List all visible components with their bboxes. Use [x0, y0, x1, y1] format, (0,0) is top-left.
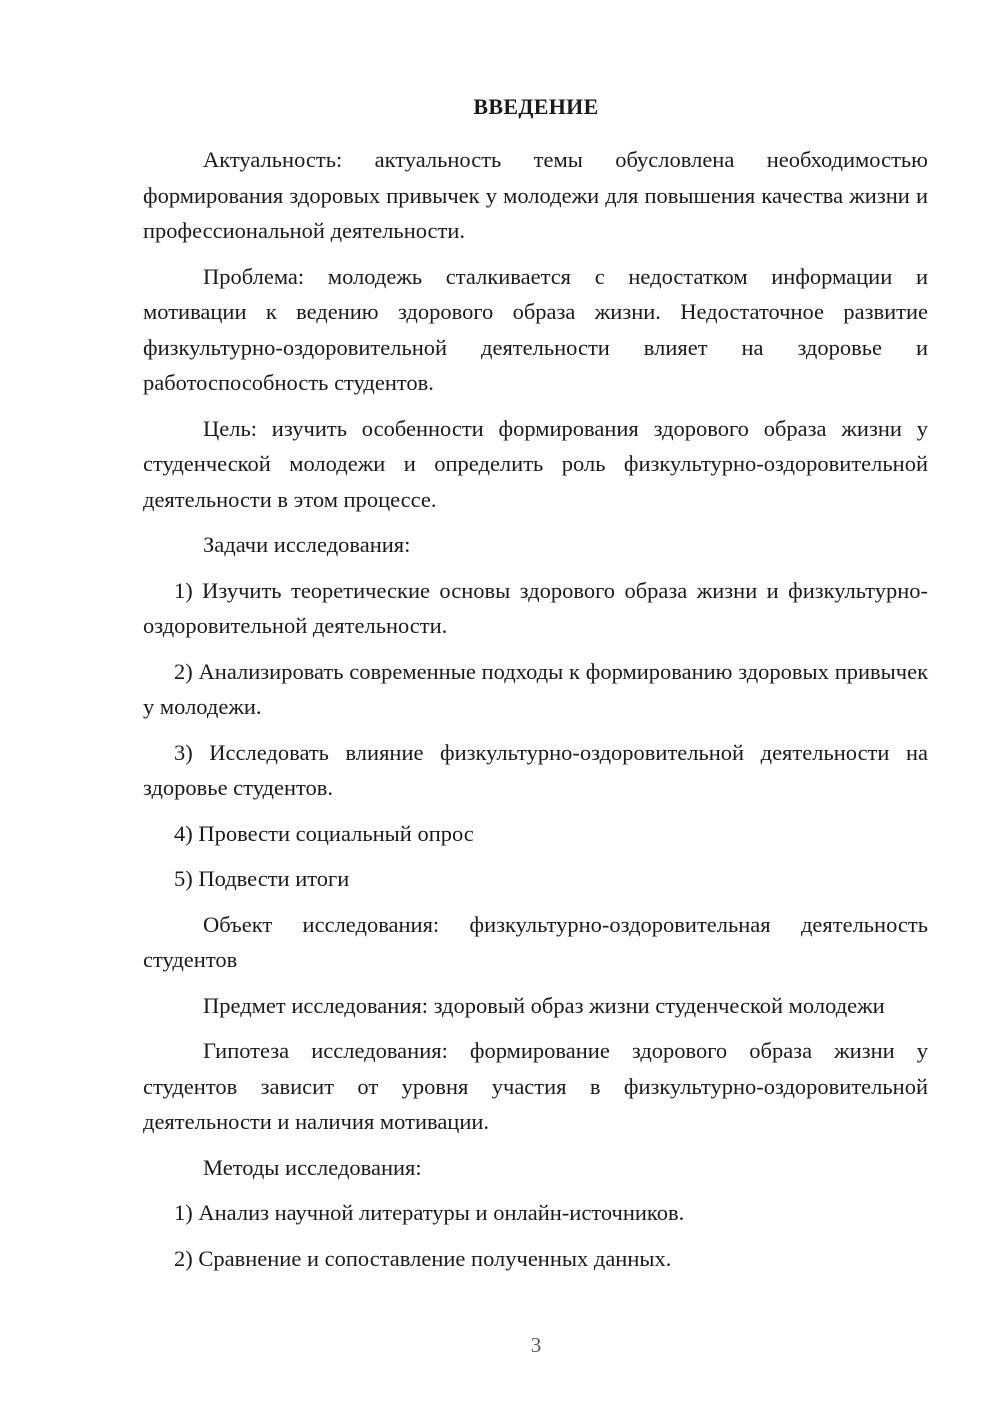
methods-title: Методы исследования:	[203, 1154, 422, 1180]
document-body	[143, 142, 928, 1286]
page-title: ВВЕДЕНИЕ	[473, 94, 599, 119]
task-item-2: 2) Анализировать современные подходы к формированию здоровых привычек у молодежи.	[143, 658, 928, 719]
subject-paragraph: Предмет исследования: здоровый образ жизни студенческой молодежи	[203, 992, 885, 1018]
object-paragraph: Объект исследования: физкультурно-оздоровительная деятельность студентов	[143, 911, 928, 972]
task-item-4: 4) Провести социальный опрос	[174, 820, 474, 846]
task-item-5: 5) Подвести итоги	[174, 866, 350, 891]
goal-paragraph: Цель: изучить особенности формирования здорового образа жизни у студенческой молодежи и определить роль физкультурно-оздоровительной деятельности в этом процессе.	[143, 415, 928, 512]
task-item-1: 1) Изучить теоретические основы здорового образа жизни и физкультурно-оздоровительной деятельности.	[143, 577, 928, 638]
task-item-3: 3) Исследовать влияние физкультурно-оздоровительной деятельности на здоровье студентов.	[143, 739, 928, 800]
page-number: 3	[530, 1333, 542, 1357]
method-item-2: 2) Сравнение и сопоставление полученных данных.	[174, 1245, 672, 1271]
problem-paragraph: Проблема: молодежь сталкивается с недостатком информации и мотивации к ведению здорового образа жизни. Недостаточное развитие физкультурно-оздоровительной деятельности влияет на здоровье и работоспособность студентов.	[143, 263, 928, 395]
hypothesis-paragraph: Гипотеза исследования: формирование здорового образа жизни у студентов зависит от уровня участия в физкультурно-оздоровительной деятельности и наличия мотивации.	[143, 1038, 928, 1134]
method-item-1: 1) Анализ научной литературы и онлайн-источников.	[174, 1200, 685, 1225]
relevance-paragraph: Актуальность: актуальность темы обусловлена необходимостью формирования здоровых привычек у молодежи для повышения качества жизни и профессиональной деятельности.	[143, 147, 928, 243]
tasks-title: Задачи исследования:	[203, 532, 411, 557]
